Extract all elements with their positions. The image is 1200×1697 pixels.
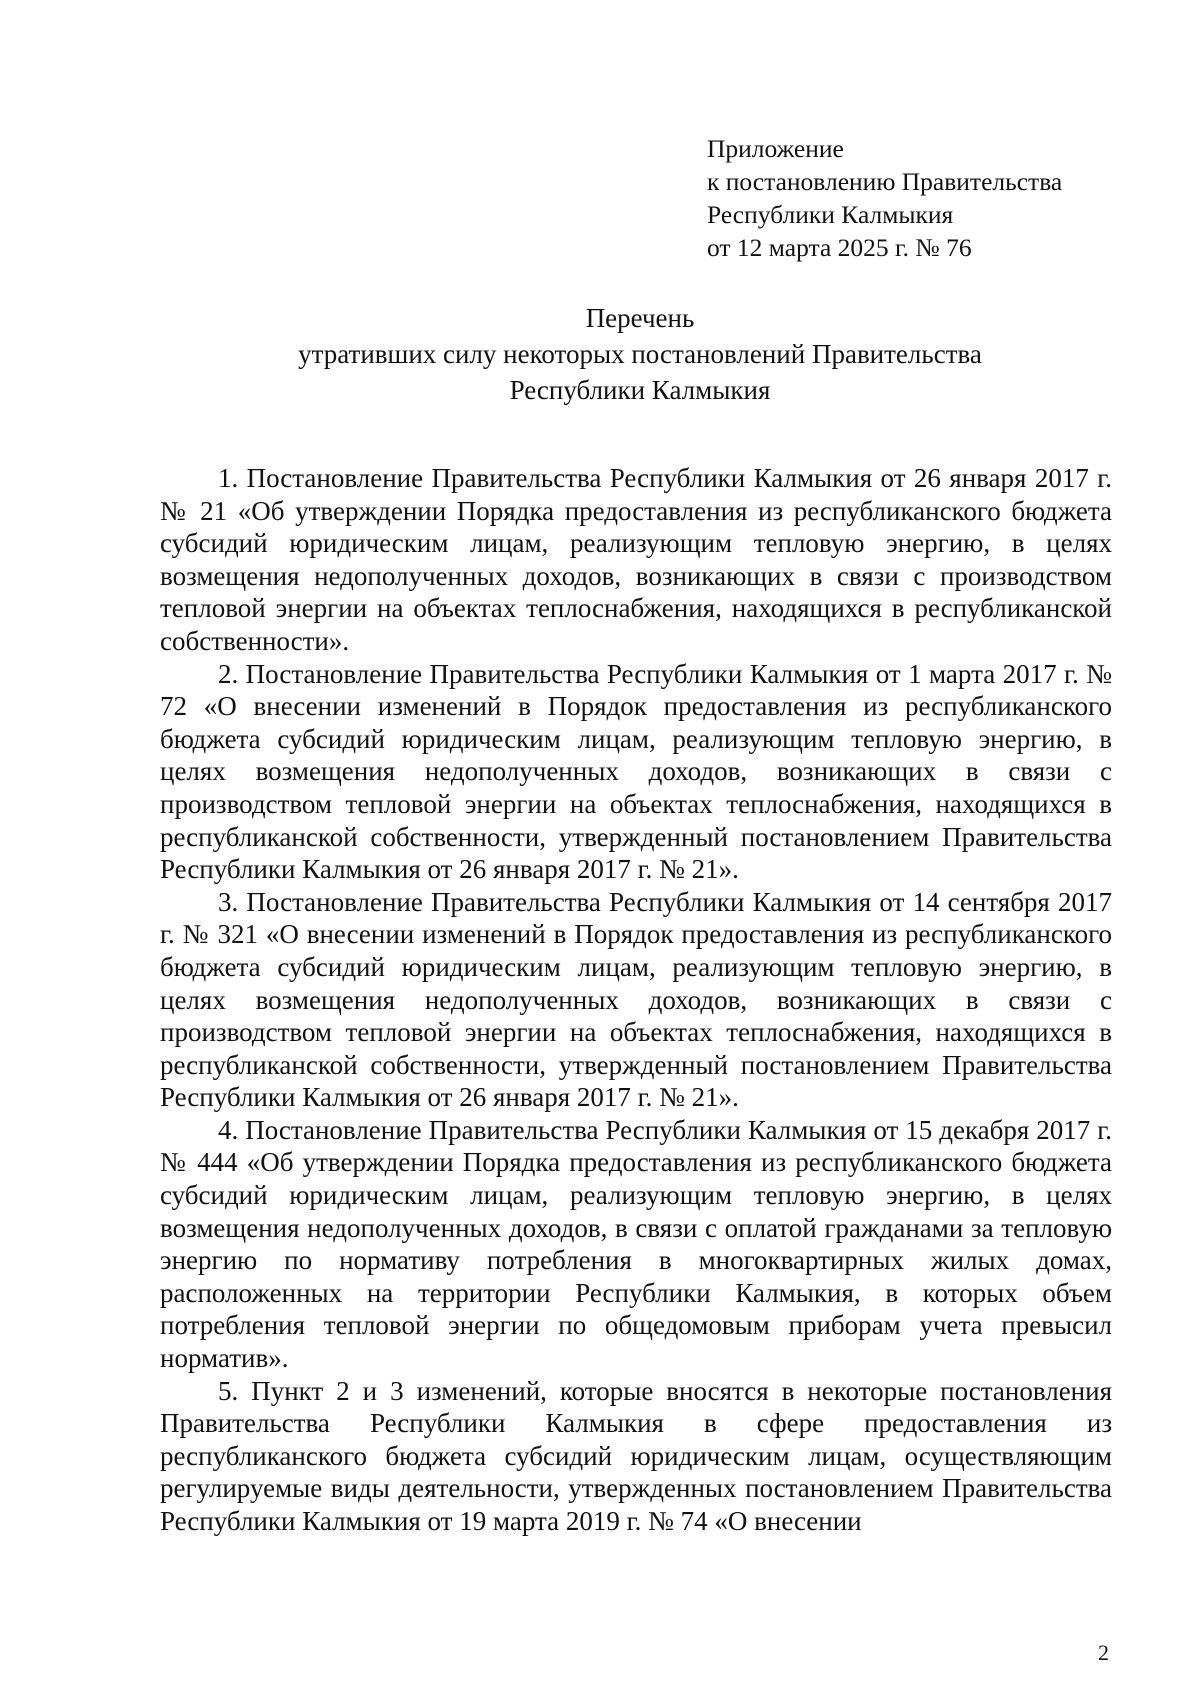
appendix-line: Приложение xyxy=(707,134,844,163)
appendix-line: Республики Калмыкия xyxy=(707,200,954,229)
title-line: Перечень xyxy=(585,303,695,333)
title-line: утративших силу некоторых постановлений Правительства xyxy=(298,339,982,369)
appendix-line: от 12 марта 2025 г. № 76 xyxy=(707,233,972,262)
list-item: 4. Постановление Правительства Республики Калмыкия от 15 декабря 2017 г. № 444 «Об утверждении Порядка предоставления из республиканского бюджета субсидий юридическим лицам, реализующим тепловую энергию, в целях возмещения недополученных доходов, в связи с оплатой гражданами за тепловую энергию по нормативу потребления в многоквартирных жилых домах, расположенных на территории Республики Калмыкия, в которых объем потребления тепловой энергии по общедомовым приборам учета превысил норматив». xyxy=(160,1114,1112,1374)
appendix-line: к постановлению Правительства xyxy=(707,167,1063,196)
list-item: 3. Постановление Правительства Республики Калмыкия от 14 сентября 2017 г. № 321 «О внесении изменений в Порядок предоставления из республиканского бюджета субсидий юридическим лицам, реализующим тепловую энергию, в целях возмещения недополученных доходов, возникающих в связи с производством тепловой энергии на объектах теплоснабжения, находящихся в республиканской собственности, утвержденный постановлением Правительства Республики Калмыкия от 26 января 2017 г. № 21». xyxy=(160,886,1112,1113)
document-title xyxy=(160,300,1120,408)
appendix-header xyxy=(707,132,1062,264)
list-item: 2. Постановление Правительства Республики Калмыкия от 1 марта 2017 г. № 72 «О внесении изменений в Порядок предоставления из республиканского бюджета субсидий юридическим лицам, реализующим тепловую энергию, в целях возмещения недополученных доходов, возникающих в связи с производством тепловой энергии на объектах теплоснабжения, находящихся в республиканской собственности, утвержденный постановлением Правительства Республики Калмыкия от 26 января 2017 г. № 21». xyxy=(160,658,1112,885)
list-item: 5. Пункт 2 и 3 изменений, которые вносятся в некоторые постановления Правительства Республики Калмыкия в сфере предоставления из республиканского бюджета субсидий юридическим лицам, осуществляющим регулируемые виды деятельности, утвержденных постановлением Правительства Республики Калмыкия от 19 марта 2019 г. № 74 «О внесении xyxy=(160,1375,1112,1536)
page-number: 2 xyxy=(1098,1640,1109,1665)
list-item: 1. Постановление Правительства Республики Калмыкия от 26 января 2017 г. № 21 «Об утверждении Порядка предоставления из республиканского бюджета субсидий юридическим лицам, реализующим тепловую энергию, в целях возмещения недополученных доходов, возникающих в связи с производством тепловой энергии на объектах теплоснабжения, находящихся в республиканской собственности». xyxy=(160,463,1112,656)
title-line: Республики Калмыкия xyxy=(509,375,771,405)
document-body xyxy=(160,462,1112,1538)
